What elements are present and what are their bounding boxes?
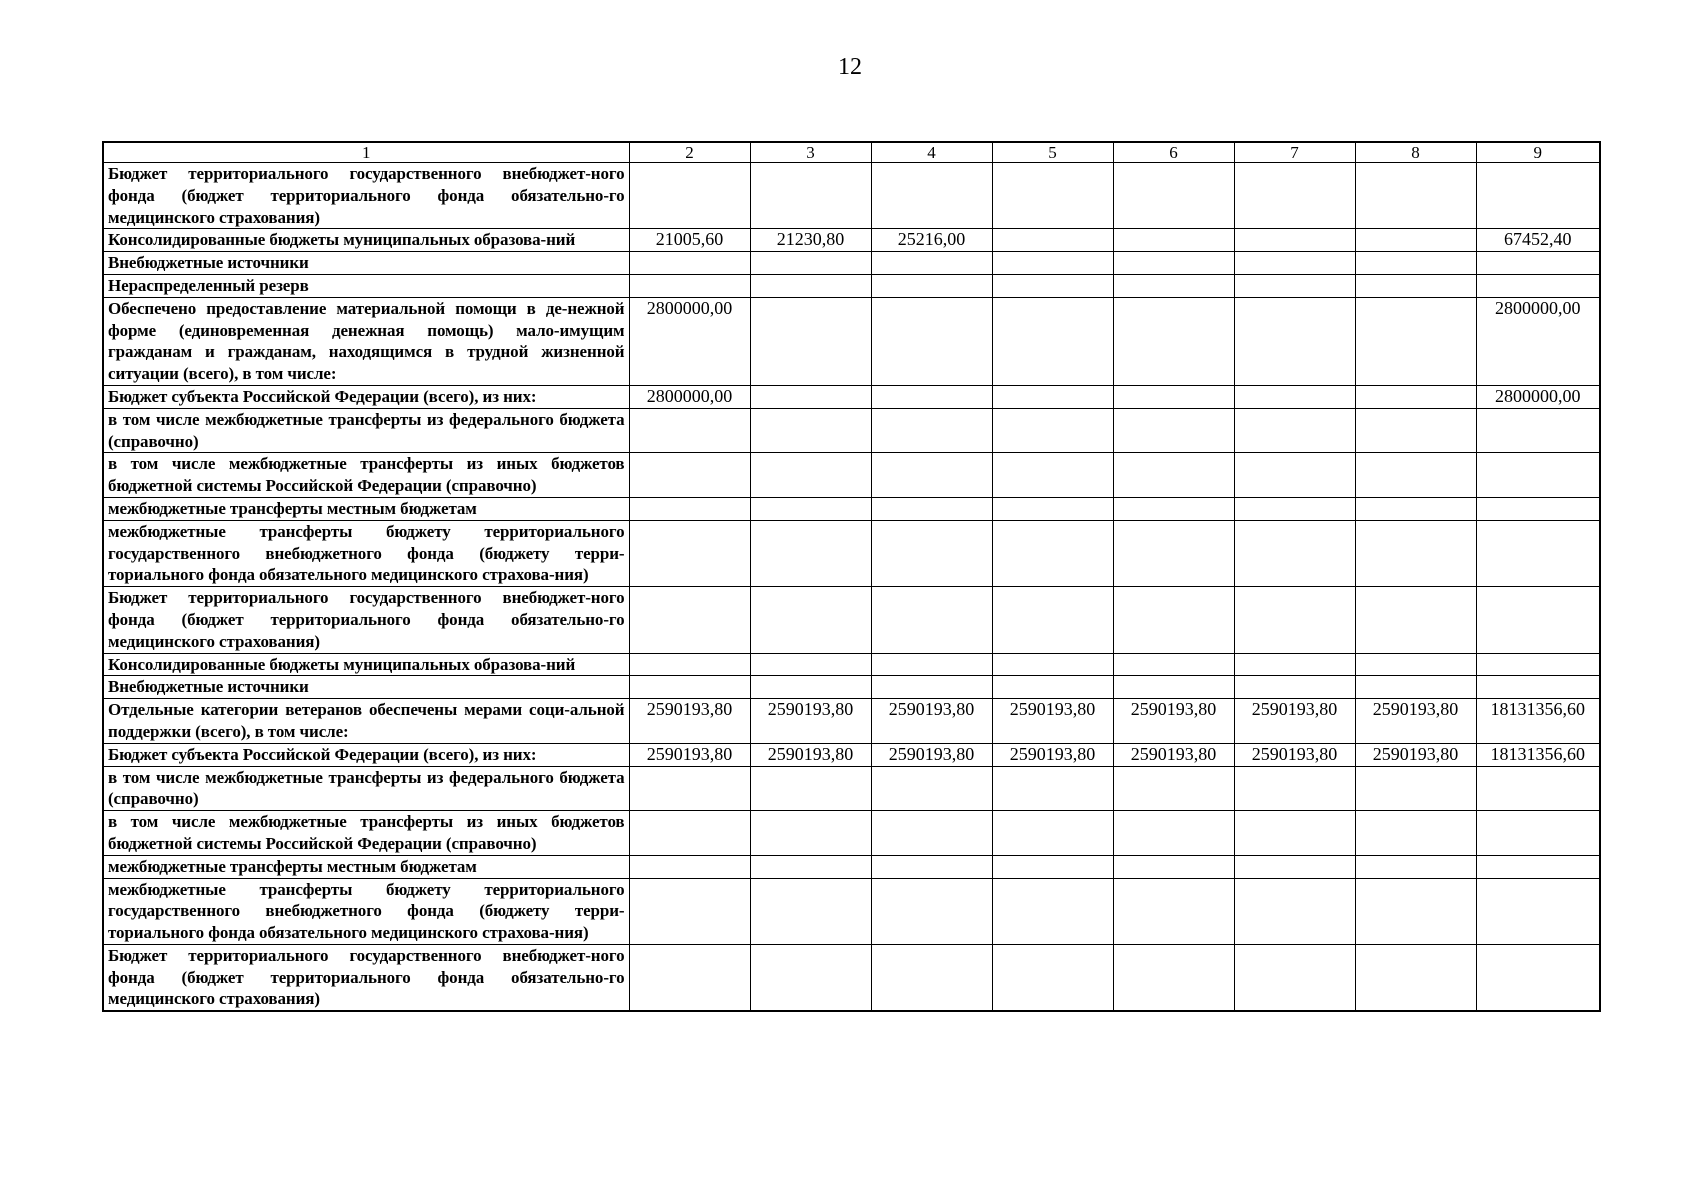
row-label: межбюджетные трансферты местным бюджетам — [103, 497, 629, 520]
row-label: Бюджет территориального государственного внебюджет-ного фонда (бюджет территориального фонда обязательно-го медицинского страхования) — [103, 587, 629, 653]
value-cell-col-4 — [871, 520, 992, 586]
value-cell-col-7 — [1234, 453, 1355, 498]
value-cell-col-8 — [1355, 653, 1476, 676]
value-cell-col-8 — [1355, 274, 1476, 297]
value-cell-col-7 — [1234, 229, 1355, 252]
value-cell-col-4 — [871, 497, 992, 520]
table-row — [103, 408, 1600, 453]
value-cell-col-2 — [629, 497, 750, 520]
value-cell-col-7 — [1234, 944, 1355, 1011]
value-cell-col-9: 18131356,60 — [1476, 743, 1600, 766]
value-cell-col-8 — [1355, 252, 1476, 275]
table-header — [103, 142, 1600, 163]
value-cell-col-2 — [629, 653, 750, 676]
value-cell-col-3 — [750, 944, 871, 1011]
value-cell-col-9: 67452,40 — [1476, 229, 1600, 252]
value-cell-col-5 — [992, 297, 1113, 385]
value-cell-col-4: 2590193,80 — [871, 743, 992, 766]
value-cell-col-4 — [871, 766, 992, 811]
value-cell-col-5: 2590193,80 — [992, 699, 1113, 744]
value-cell-col-3 — [750, 653, 871, 676]
value-cell-col-2: 2590193,80 — [629, 699, 750, 744]
value-cell-col-7 — [1234, 163, 1355, 229]
value-cell-col-2 — [629, 676, 750, 699]
value-cell-col-6 — [1113, 385, 1234, 408]
value-cell-col-5 — [992, 855, 1113, 878]
table-row — [103, 766, 1600, 811]
value-cell-col-7 — [1234, 252, 1355, 275]
value-cell-col-8 — [1355, 453, 1476, 498]
value-cell-col-4 — [871, 297, 992, 385]
row-label: в том числе межбюджетные трансферты из иных бюджетов бюджетной системы Российской Федерации (справочно) — [103, 453, 629, 498]
row-label: Отдельные категории ветеранов обеспечены мерами соци-альной поддержки (всего), в том числе: — [103, 699, 629, 744]
row-label: Бюджет субъекта Российской Федерации (всего), из них: — [103, 385, 629, 408]
value-cell-col-5 — [992, 453, 1113, 498]
value-cell-col-8: 2590193,80 — [1355, 699, 1476, 744]
value-cell-col-8 — [1355, 163, 1476, 229]
value-cell-col-5 — [992, 497, 1113, 520]
value-cell-col-4 — [871, 385, 992, 408]
value-cell-col-3: 21230,80 — [750, 229, 871, 252]
page-number: 12 — [838, 54, 862, 80]
table-row — [103, 274, 1600, 297]
value-cell-col-7 — [1234, 520, 1355, 586]
value-cell-col-4 — [871, 855, 992, 878]
value-cell-col-9: 18131356,60 — [1476, 699, 1600, 744]
value-cell-col-9 — [1476, 163, 1600, 229]
value-cell-col-2 — [629, 408, 750, 453]
value-cell-col-8 — [1355, 878, 1476, 944]
row-label: Нераспределенный резерв — [103, 274, 629, 297]
value-cell-col-8 — [1355, 944, 1476, 1011]
table-body — [103, 163, 1600, 1012]
value-cell-col-7: 2590193,80 — [1234, 743, 1355, 766]
value-cell-col-2: 2800000,00 — [629, 297, 750, 385]
value-cell-col-8 — [1355, 385, 1476, 408]
value-cell-col-5 — [992, 274, 1113, 297]
value-cell-col-5: 2590193,80 — [992, 743, 1113, 766]
value-cell-col-6 — [1113, 252, 1234, 275]
value-cell-col-7 — [1234, 297, 1355, 385]
value-cell-col-7: 2590193,80 — [1234, 699, 1355, 744]
value-cell-col-8 — [1355, 497, 1476, 520]
value-cell-col-7 — [1234, 878, 1355, 944]
value-cell-col-6 — [1113, 855, 1234, 878]
table-row — [103, 229, 1600, 252]
value-cell-col-6 — [1113, 676, 1234, 699]
value-cell-col-9 — [1476, 497, 1600, 520]
value-cell-col-2: 2590193,80 — [629, 743, 750, 766]
row-label: межбюджетные трансферты бюджету территориального государственного внебюджетного фонда (бюджету терри-ториального фонда обязательного медицинского страхова-ния) — [103, 520, 629, 586]
column-header-8: 8 — [1355, 142, 1476, 163]
column-header-7: 7 — [1234, 142, 1355, 163]
value-cell-col-8 — [1355, 297, 1476, 385]
value-cell-col-3 — [750, 520, 871, 586]
value-cell-col-6 — [1113, 497, 1234, 520]
table-row — [103, 855, 1600, 878]
value-cell-col-4 — [871, 676, 992, 699]
value-cell-col-7 — [1234, 811, 1355, 856]
value-cell-col-5 — [992, 766, 1113, 811]
value-cell-col-4 — [871, 252, 992, 275]
column-header-5: 5 — [992, 142, 1113, 163]
value-cell-col-5 — [992, 252, 1113, 275]
value-cell-col-4 — [871, 878, 992, 944]
value-cell-col-6 — [1113, 587, 1234, 653]
value-cell-col-5 — [992, 385, 1113, 408]
row-label: Внебюджетные источники — [103, 676, 629, 699]
value-cell-col-6 — [1113, 878, 1234, 944]
value-cell-col-9 — [1476, 653, 1600, 676]
value-cell-col-2 — [629, 878, 750, 944]
row-label: межбюджетные трансферты бюджету территориального государственного внебюджетного фонда (бюджету терри-ториального фонда обязательного медицинского страхова-ния) — [103, 878, 629, 944]
value-cell-col-4 — [871, 653, 992, 676]
table-row — [103, 520, 1600, 586]
value-cell-col-5 — [992, 653, 1113, 676]
value-cell-col-3: 2590193,80 — [750, 743, 871, 766]
value-cell-col-4 — [871, 453, 992, 498]
value-cell-col-6 — [1113, 766, 1234, 811]
value-cell-col-8: 2590193,80 — [1355, 743, 1476, 766]
value-cell-col-4 — [871, 274, 992, 297]
table-row — [103, 587, 1600, 653]
value-cell-col-4 — [871, 944, 992, 1011]
value-cell-col-9 — [1476, 453, 1600, 498]
value-cell-col-4 — [871, 408, 992, 453]
row-label: Бюджет территориального государственного внебюджет-ного фонда (бюджет территориального фонда обязательно-го медицинского страхования) — [103, 163, 629, 229]
value-cell-col-3 — [750, 676, 871, 699]
value-cell-col-5 — [992, 163, 1113, 229]
value-cell-col-3 — [750, 163, 871, 229]
value-cell-col-7 — [1234, 855, 1355, 878]
table-row — [103, 497, 1600, 520]
value-cell-col-3 — [750, 385, 871, 408]
value-cell-col-4: 25216,00 — [871, 229, 992, 252]
value-cell-col-8 — [1355, 229, 1476, 252]
table-row — [103, 676, 1600, 699]
value-cell-col-6: 2590193,80 — [1113, 743, 1234, 766]
value-cell-col-6 — [1113, 944, 1234, 1011]
column-header-2: 2 — [629, 142, 750, 163]
value-cell-col-8 — [1355, 676, 1476, 699]
row-label: межбюджетные трансферты местным бюджетам — [103, 855, 629, 878]
value-cell-col-9 — [1476, 676, 1600, 699]
table-row — [103, 385, 1600, 408]
column-header-3: 3 — [750, 142, 871, 163]
value-cell-col-7 — [1234, 587, 1355, 653]
column-header-4: 4 — [871, 142, 992, 163]
value-cell-col-5 — [992, 587, 1113, 653]
value-cell-col-9 — [1476, 811, 1600, 856]
value-cell-col-6 — [1113, 408, 1234, 453]
value-cell-col-9 — [1476, 855, 1600, 878]
column-header-1: 1 — [103, 142, 629, 163]
value-cell-col-4 — [871, 587, 992, 653]
value-cell-col-7 — [1234, 653, 1355, 676]
row-label: Обеспечено предоставление материальной помощи в де-нежной форме (единовременная денежная помощь) мало-имущим гражданам и гражданам, находящимся в трудной жизненной ситуации (всего), в том числе: — [103, 297, 629, 385]
value-cell-col-8 — [1355, 587, 1476, 653]
value-cell-col-9 — [1476, 252, 1600, 275]
header-row — [103, 142, 1600, 163]
value-cell-col-6 — [1113, 163, 1234, 229]
row-label: Бюджет субъекта Российской Федерации (всего), из них: — [103, 743, 629, 766]
value-cell-col-3 — [750, 855, 871, 878]
table-row — [103, 944, 1600, 1011]
value-cell-col-7 — [1234, 408, 1355, 453]
value-cell-col-3 — [750, 766, 871, 811]
value-cell-col-7 — [1234, 385, 1355, 408]
value-cell-col-6 — [1113, 297, 1234, 385]
value-cell-col-9: 2800000,00 — [1476, 297, 1600, 385]
row-label: Внебюджетные источники — [103, 252, 629, 275]
column-header-9: 9 — [1476, 142, 1600, 163]
value-cell-col-2 — [629, 163, 750, 229]
value-cell-col-5 — [992, 811, 1113, 856]
value-cell-col-5 — [992, 520, 1113, 586]
value-cell-col-9: 2800000,00 — [1476, 385, 1600, 408]
value-cell-col-7 — [1234, 274, 1355, 297]
value-cell-col-6 — [1113, 811, 1234, 856]
value-cell-col-6 — [1113, 274, 1234, 297]
value-cell-col-9 — [1476, 944, 1600, 1011]
value-cell-col-9 — [1476, 520, 1600, 586]
value-cell-col-6: 2590193,80 — [1113, 699, 1234, 744]
value-cell-col-9 — [1476, 587, 1600, 653]
column-header-6: 6 — [1113, 142, 1234, 163]
value-cell-col-2 — [629, 944, 750, 1011]
table-row — [103, 252, 1600, 275]
value-cell-col-7 — [1234, 766, 1355, 811]
table-row — [103, 163, 1600, 229]
value-cell-col-3 — [750, 587, 871, 653]
value-cell-col-2 — [629, 520, 750, 586]
table-row — [103, 878, 1600, 944]
value-cell-col-5 — [992, 229, 1113, 252]
value-cell-col-9 — [1476, 878, 1600, 944]
value-cell-col-8 — [1355, 408, 1476, 453]
value-cell-col-2 — [629, 587, 750, 653]
table-row — [103, 811, 1600, 856]
value-cell-col-8 — [1355, 766, 1476, 811]
value-cell-col-4: 2590193,80 — [871, 699, 992, 744]
value-cell-col-7 — [1234, 676, 1355, 699]
value-cell-col-2: 2800000,00 — [629, 385, 750, 408]
row-label: в том числе межбюджетные трансферты из федерального бюджета (справочно) — [103, 766, 629, 811]
value-cell-col-5 — [992, 944, 1113, 1011]
table-row — [103, 743, 1600, 766]
value-cell-col-3: 2590193,80 — [750, 699, 871, 744]
table-row — [103, 653, 1600, 676]
value-cell-col-5 — [992, 408, 1113, 453]
value-cell-col-2 — [629, 855, 750, 878]
value-cell-col-3 — [750, 274, 871, 297]
value-cell-col-3 — [750, 453, 871, 498]
value-cell-col-3 — [750, 497, 871, 520]
value-cell-col-8 — [1355, 811, 1476, 856]
value-cell-col-2 — [629, 274, 750, 297]
row-label: в том числе межбюджетные трансферты из иных бюджетов бюджетной системы Российской Федерации (справочно) — [103, 811, 629, 856]
value-cell-col-3 — [750, 252, 871, 275]
value-cell-col-4 — [871, 163, 992, 229]
value-cell-col-6 — [1113, 520, 1234, 586]
row-label: Бюджет территориального государственного внебюджет-ного фонда (бюджет территориального фонда обязательно-го медицинского страхования) — [103, 944, 629, 1011]
row-label: Консолидированные бюджеты муниципальных образова-ний — [103, 653, 629, 676]
value-cell-col-9 — [1476, 766, 1600, 811]
value-cell-col-6 — [1113, 653, 1234, 676]
value-cell-col-2 — [629, 766, 750, 811]
value-cell-col-2 — [629, 453, 750, 498]
row-label: в том числе межбюджетные трансферты из федерального бюджета (справочно) — [103, 408, 629, 453]
table-row — [103, 699, 1600, 744]
value-cell-col-9 — [1476, 408, 1600, 453]
value-cell-col-7 — [1234, 497, 1355, 520]
value-cell-col-2 — [629, 811, 750, 856]
table-row — [103, 453, 1600, 498]
value-cell-col-8 — [1355, 520, 1476, 586]
value-cell-col-3 — [750, 297, 871, 385]
value-cell-col-2: 21005,60 — [629, 229, 750, 252]
value-cell-col-5 — [992, 878, 1113, 944]
value-cell-col-5 — [992, 676, 1113, 699]
value-cell-col-4 — [871, 811, 992, 856]
value-cell-col-3 — [750, 878, 871, 944]
value-cell-col-6 — [1113, 453, 1234, 498]
budget-table — [102, 141, 1601, 1012]
value-cell-col-8 — [1355, 855, 1476, 878]
row-label: Консолидированные бюджеты муниципальных образова-ний — [103, 229, 629, 252]
value-cell-col-6 — [1113, 229, 1234, 252]
table-row — [103, 297, 1600, 385]
value-cell-col-3 — [750, 811, 871, 856]
value-cell-col-2 — [629, 252, 750, 275]
value-cell-col-9 — [1476, 274, 1600, 297]
value-cell-col-3 — [750, 408, 871, 453]
